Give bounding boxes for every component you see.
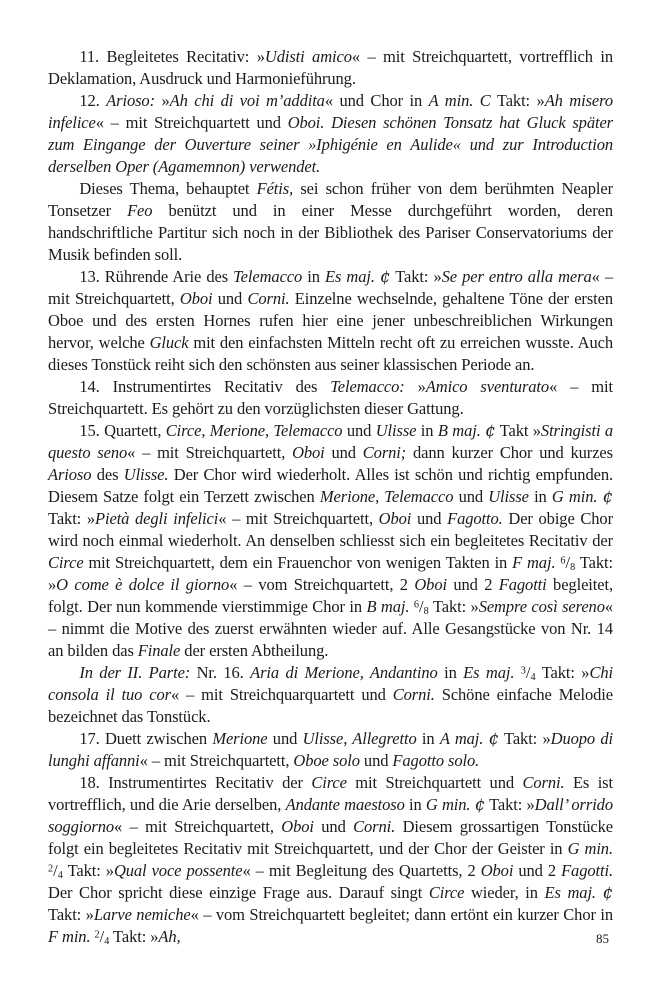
- time-signature-fraction: $^6/_8$: [413, 597, 429, 618]
- paragraph: Dieses Thema, behauptet Fétis, sei schon früher von dem berühmten Neapler Tonsetzer Feo benützt und in einer Messe durchgeführt worden, deren handschriftliche Partitur sich noch in der Bibliothek des Pariser Conservatoriums der Musik befinden soll.: [48, 179, 613, 264]
- paragraph: 11. Begleitetes Recitativ: »Udisti amico« – mit Streichquartett, vortrefflich in Deklamation, Ausdruck und Harmonieführung.: [48, 47, 613, 88]
- alla-breve-symbol: ¢: [380, 267, 391, 286]
- alla-breve-symbol: ¢: [485, 421, 496, 440]
- alla-breve-symbol: ¢: [488, 729, 499, 748]
- paragraph: 13. Rührende Arie des Telemacco in Es maj. ¢ Takt: »Se per entro alla mera« – mit Streichquartett, Oboi und Corni. Einzelne wechselnde, gehaltene Töne der ersten Oboe und des ersten Hornes rufen hier eine jener unbeschreiblichen Wirkungen hervor, welche Gluck mit den einfachsten Mitteln recht oft zu erreichen wusste. Auch dieses Tonstück reiht sich den schönsten aus seiner klassischen Periode an.: [48, 267, 614, 374]
- alla-breve-symbol: ¢: [602, 487, 614, 506]
- alla-breve-symbol: ¢: [474, 795, 486, 814]
- paragraph: In der II. Parte: Nr. 16. Aria di Merione, Andantino in Es maj. $^3/_4$ Takt: »Chi consola il tuo cor« – mit Streichquarquartett und Corni. Schöne einfache Melodie bezeichnet das Tonstück.: [48, 663, 614, 726]
- page-number: 85: [596, 931, 609, 946]
- paragraph: 17. Duett zwischen Merione und Ulisse, Allegretto in A maj. ¢ Takt: »Duopo di lunghi affanni« – mit Streichquartett, Oboe solo und Fagotto solo.: [48, 729, 613, 770]
- time-signature-fraction: $^3/_4$: [520, 663, 536, 684]
- time-signature-fraction: $^6/_8$: [560, 553, 576, 574]
- paragraph: 18. Instrumentirtes Recitativ der Circe mit Streichquartett und Corni. Es ist vortrefflich, und die Arie derselben, Andante maestoso in G min. ¢ Takt: »Dall’ orrido soggiorno« – mit Streichquartett, Oboi und Corni. Diesem grossartigen Tonstücke folgt ein begleitetes Recitativ mit Streichquartett, und der Chor der Geister in G min. $^2/_4$ Takt: »Qual voce possente« – mit Begleitung des Quartetts, 2 Oboi und 2 Fagotti. Der Chor spricht diese einzige Frage aus. Darauf singt Circe wieder, in Es maj. ¢ Takt: »Larve nemiche« – vom Streichquartett begleitet; dann ertönt ein kurzer Chor in F min. $^2/_4$ Takt: »Ah,: [48, 773, 613, 948]
- paragraph: 14. Instrumentirtes Recitativ des Telemacco: »Amico sventurato« – mit Streichquartett. Es gehört zu den vorzüglichsten dieser Gattung.: [48, 377, 613, 418]
- time-signature-fraction: $^2/_4$: [94, 927, 110, 948]
- paragraph: 12. Arioso: »Ah chi di voi m’addita« und Chor in A min. C Takt: »Ah misero infelice« – mit Streichquartett und Oboi. Diesen schönen Tonsatz hat Gluck später zum Eingange der Ouverture seiner »Iphigénie en Aulide« und zur Introduction derselben Oper (Agamemnon) verwendet.: [48, 91, 614, 176]
- alla-breve-symbol: ¢: [602, 883, 613, 902]
- paragraph: 15. Quartett, Circe, Merione, Telemacco und Ulisse in B maj. ¢ Takt »Stringisti a questo seno« – mit Streichquartett, Oboi und Corni; dann kurzer Chor und kurzes Arioso des Ulisse. Der Chor wird wiederholt. Alles ist schön und richtig empfunden. Diesem Satze folgt ein Terzett zwischen Merione, Telemacco und Ulisse in G min. ¢ Takt: »Pietà degli infelici« – mit Streichquartett, Oboi und Fagotto. Der obige Chor wird noch einmal wiederholt. An denselben schliesst sich ein begleitetes Recitativ der Circe mit Streichquartett, dem ein Frauenchor von wenigen Takten in F maj. $^6/_8$ Takt: »O come è dolce il giorno« – vom Streichquartett, 2 Oboi und 2 Fagotti begleitet, folgt. Der nun kommende vierstimmige Chor in B maj. $^6/_8$ Takt: »Sempre così sereno« – nimmt die Motive des zuerst erwähnten wieder auf. Alle Gesangstücke von Nr. 14 an bilden das Finale der ersten Abtheilung.: [48, 421, 614, 660]
- time-signature-fraction: $^2/_4$: [48, 861, 63, 882]
- text-block: [48, 46, 613, 948]
